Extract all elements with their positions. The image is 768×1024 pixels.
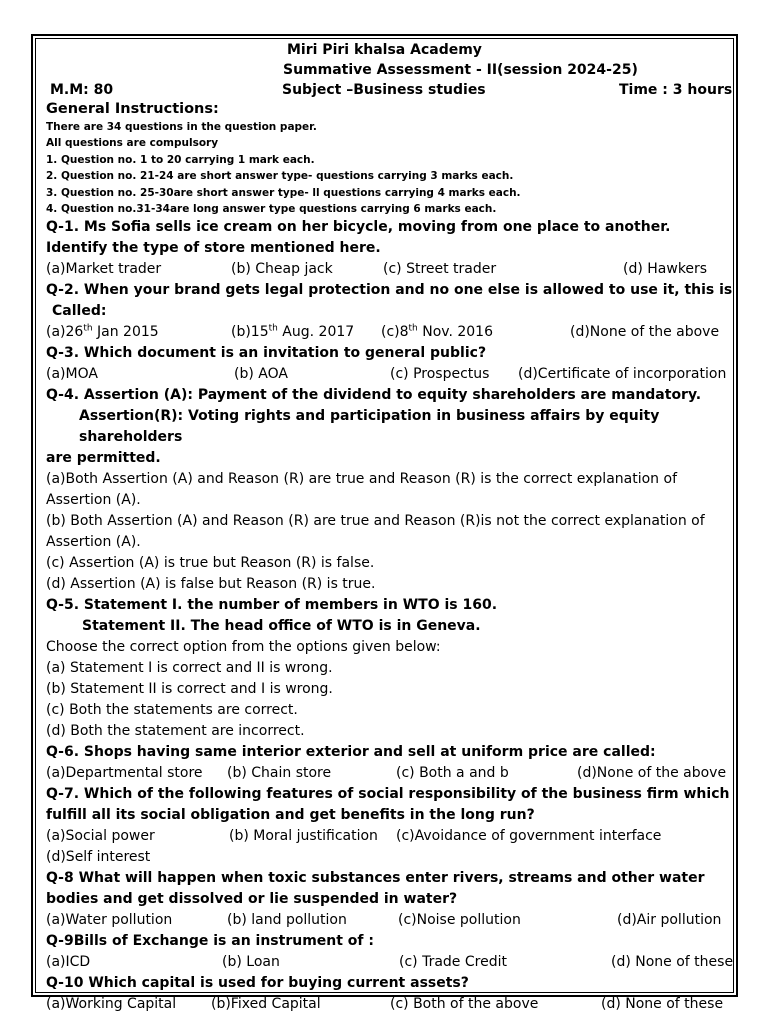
question-2-cont: Called: bbox=[52, 303, 107, 320]
question-5-statement-2: Statement II. The head office of WTO is in Geneva. bbox=[82, 618, 481, 635]
option-a: (a)Departmental store bbox=[46, 765, 203, 782]
header-row-meta bbox=[46, 80, 736, 100]
exam-title: Summative Assessment - II(session 2024-25) bbox=[283, 62, 638, 78]
question-2: Q-2. When your brand gets legal protection and no one else is allowed to use it, this is bbox=[46, 282, 733, 299]
option-a: (a)Market trader bbox=[46, 261, 162, 278]
question-5-instruction: Choose the correct option from the options given below: bbox=[46, 639, 441, 656]
option-b: (b)Fixed Capital bbox=[211, 996, 321, 1013]
option-b: (b) Cheap jack bbox=[231, 261, 333, 278]
question-10: Q-10 Which capital is used for buying current assets? bbox=[46, 975, 469, 992]
option-d: (d)Air pollution bbox=[617, 912, 722, 929]
max-marks: M.M: 80 bbox=[50, 82, 114, 98]
option-c-pre: (c)8 bbox=[381, 324, 409, 341]
option-d: (d) Both the statement are incorrect. bbox=[46, 723, 305, 740]
option-c: (c) Trade Credit bbox=[399, 954, 507, 971]
question-7: Q-7. Which of the following features of social responsibility of the business firm which fulfill all its social obligation and get benefits in the long run? bbox=[46, 786, 730, 824]
option-b: (b) Chain store bbox=[227, 765, 332, 782]
option-b-sup: th bbox=[268, 323, 278, 334]
question-3-options bbox=[46, 364, 736, 385]
option-a: (a)Water pollution bbox=[46, 912, 173, 929]
option-d: (d)Self interest bbox=[46, 849, 151, 866]
option-a-pre: (a)26 bbox=[46, 324, 84, 341]
question-6: Q-6. Shops having same interior exterior and sell at uniform price are called: bbox=[46, 744, 656, 761]
option-d: (d)None of the above bbox=[570, 324, 720, 341]
question-7-options bbox=[46, 826, 736, 847]
question-8: Q-8 What will happen when toxic substances enter rivers, streams and other water bodies and get dissolved or lie suspended in water? bbox=[46, 870, 705, 908]
question-1: Q-1. Ms Sofia sells ice cream on her bicycle, moving from one place to another. Identify the type of store mentioned here. bbox=[46, 219, 671, 257]
question-4-reason-cont: are permitted. bbox=[46, 450, 161, 467]
option-b: (b) land pollution bbox=[227, 912, 347, 929]
question-4-assertion: Q-4. Assertion (A): Payment of the dividend to equity shareholders are mandatory. bbox=[46, 387, 702, 404]
option-a: (a)Social power bbox=[46, 828, 155, 845]
header-row-school bbox=[46, 40, 736, 60]
question-paper bbox=[46, 40, 736, 1015]
question-5-statement-1: Q-5. Statement I. the number of members in WTO is 160. bbox=[46, 597, 498, 614]
option-a-sup: th bbox=[83, 323, 93, 334]
instruction-line: 4. Question no.31-34are long answer type questions carrying 6 marks each. bbox=[46, 203, 497, 216]
instruction-line: 2. Question no. 21-24 are short answer type- questions carrying 3 marks each. bbox=[46, 170, 514, 183]
header-row-exam bbox=[46, 60, 736, 80]
option-c: (c) Both a and b bbox=[396, 765, 509, 782]
question-3: Q-3. Which document is an invitation to general public? bbox=[46, 345, 487, 362]
option-b-pre: (b)15 bbox=[231, 324, 269, 341]
school-name: Miri Piri khalsa Academy bbox=[287, 42, 482, 58]
instruction-line: All questions are compulsory bbox=[46, 137, 219, 150]
option-b bbox=[231, 322, 354, 343]
option-d: (d)None of the above bbox=[577, 765, 727, 782]
option-d: (d)Certificate of incorporation bbox=[518, 366, 727, 383]
option-b: (b) Both Assertion (A) and Reason (R) are true and Reason (R)is not the correct explanation of Assertion (A). bbox=[46, 513, 705, 551]
instruction-line: 3. Question no. 25-30are short answer type- ll questions carrying 4 marks each. bbox=[46, 186, 521, 199]
time-allowed: Time : 3 hours bbox=[619, 82, 733, 98]
option-b: (b) AOA bbox=[234, 366, 288, 383]
option-a: (a)ICD bbox=[46, 954, 91, 971]
option-c: (c) Both of the above bbox=[390, 996, 539, 1013]
option-d: (d) Hawkers bbox=[623, 261, 708, 278]
option-c-post: Nov. 2016 bbox=[417, 324, 493, 341]
question-8-options bbox=[46, 910, 736, 931]
option-c bbox=[381, 322, 493, 343]
option-c: (c)Noise pollution bbox=[398, 912, 521, 929]
option-b: (b) Loan bbox=[222, 954, 280, 971]
option-d: (d) None of these bbox=[611, 954, 734, 971]
instruction-line: There are 34 questions in the question paper. bbox=[46, 121, 317, 133]
option-a: (a)MOA bbox=[46, 366, 98, 383]
option-b: (b) Statement II is correct and I is wrong. bbox=[46, 681, 333, 698]
option-a bbox=[46, 322, 159, 343]
option-c: (c)Avoidance of government interface bbox=[396, 828, 662, 845]
option-d: (d) None of these bbox=[601, 996, 724, 1013]
option-c: (c) Assertion (A) is true but Reason (R) is false. bbox=[46, 555, 375, 572]
instructions-title: General Instructions: bbox=[46, 101, 219, 117]
option-c-sup: th bbox=[408, 323, 418, 334]
subject: Subject –Business studies bbox=[282, 82, 486, 98]
question-9-options bbox=[46, 952, 736, 973]
question-10-options bbox=[46, 994, 736, 1015]
option-c: (c) Street trader bbox=[383, 261, 497, 278]
question-1-options bbox=[46, 259, 736, 280]
instruction-line: 1. Question no. 1 to 20 carrying 1 mark each. bbox=[46, 153, 315, 166]
option-b: (b) Moral justification bbox=[229, 828, 378, 845]
question-2-options bbox=[46, 322, 736, 343]
question-6-options bbox=[46, 763, 736, 784]
option-a: (a)Working Capital bbox=[46, 996, 177, 1013]
option-d: (d) Assertion (A) is false but Reason (R) is true. bbox=[46, 576, 376, 593]
question-9: Q-9Bills of Exchange is an instrument of : bbox=[46, 933, 374, 950]
option-a: (a) Statement I is correct and II is wrong. bbox=[46, 660, 333, 677]
option-c: (c) Both the statements are correct. bbox=[46, 702, 298, 719]
option-a: (a)Both Assertion (A) and Reason (R) are true and Reason (R) is the correct explanation of Assertion (A). bbox=[46, 471, 677, 509]
question-4-reason: Assertion(R): Voting rights and participation in business affairs by equity shareholders bbox=[79, 408, 660, 446]
option-c: (c) Prospectus bbox=[390, 366, 490, 383]
option-a-post: Jan 2015 bbox=[92, 324, 159, 341]
option-b-post: Aug. 2017 bbox=[277, 324, 355, 341]
